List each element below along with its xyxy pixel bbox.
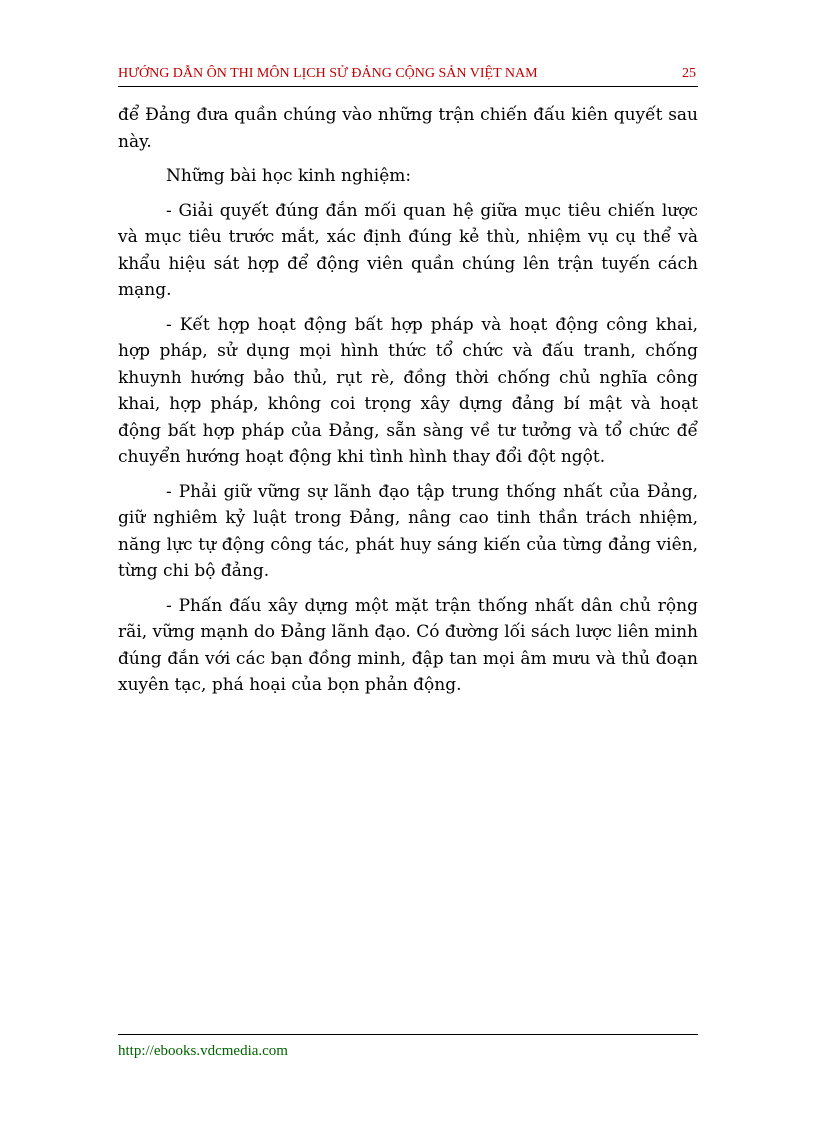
- header-title: HƯỚNG DẪN ÔN THI MÔN LỊCH SỬ ĐẢNG CỘNG SẢN VIỆT NAM: [118, 66, 538, 81]
- footer-divider: [118, 1034, 698, 1035]
- page-header: [118, 64, 698, 87]
- document-body: [118, 102, 698, 707]
- paragraph-continuation: để Đảng đưa quần chúng vào những trận chiến đấu kiên quyết sau này.: [118, 105, 698, 152]
- paragraph-lesson-3: - Phải giữ vững sự lãnh đạo tập trung thống nhất của Đảng, giữ nghiêm kỷ luật trong Đảng, nâng cao tinh thần trách nhiệm, năng lực tự động công tác, phát huy sáng kiến của từng đảng viên, từng chi bộ đảng.: [118, 481, 698, 581]
- paragraph-lessons-heading: Những bài học kinh nghiệm:: [166, 166, 412, 186]
- paragraph-lesson-2: - Kết hợp hoạt động bất hợp pháp và hoạt động công khai, hợp pháp, sử dụng mọi hình thức tổ chức và đấu tranh, chống khuynh hướng bảo thủ, rụt rè, đồng thời chống chủ nghĩa công khai, hợp pháp, không coi trọng xây dựng đảng bí mật và hoạt động bất hợp pháp của Đảng, sẵn sàng về tư tưởng và tổ chức để chuyển hướng hoạt động khi tình hình thay đổi đột ngột.: [118, 314, 698, 467]
- footer-link[interactable]: http://ebooks.vdcmedia.com: [118, 1043, 288, 1059]
- paragraph-lesson-1: - Giải quyết đúng đắn mối quan hệ giữa mục tiêu chiến lược và mục tiêu trước mắt, xác định đúng kẻ thù, nhiệm vụ cụ thể và khẩu hiệu sát hợp để động viên quần chúng lên trận tuyến cách mạng.: [118, 200, 698, 300]
- page-number: 25: [682, 66, 696, 81]
- paragraph-lesson-4: - Phấn đấu xây dựng một mặt trận thống nhất dân chủ rộng rãi, vững mạnh do Đảng lãnh đạo. Có đường lối sách lược liên minh đúng đắn với các bạn đồng minh, đập tan mọi âm mưu và thủ đoạn xuyên tạc, phá hoại của bọn phản động.: [118, 595, 698, 695]
